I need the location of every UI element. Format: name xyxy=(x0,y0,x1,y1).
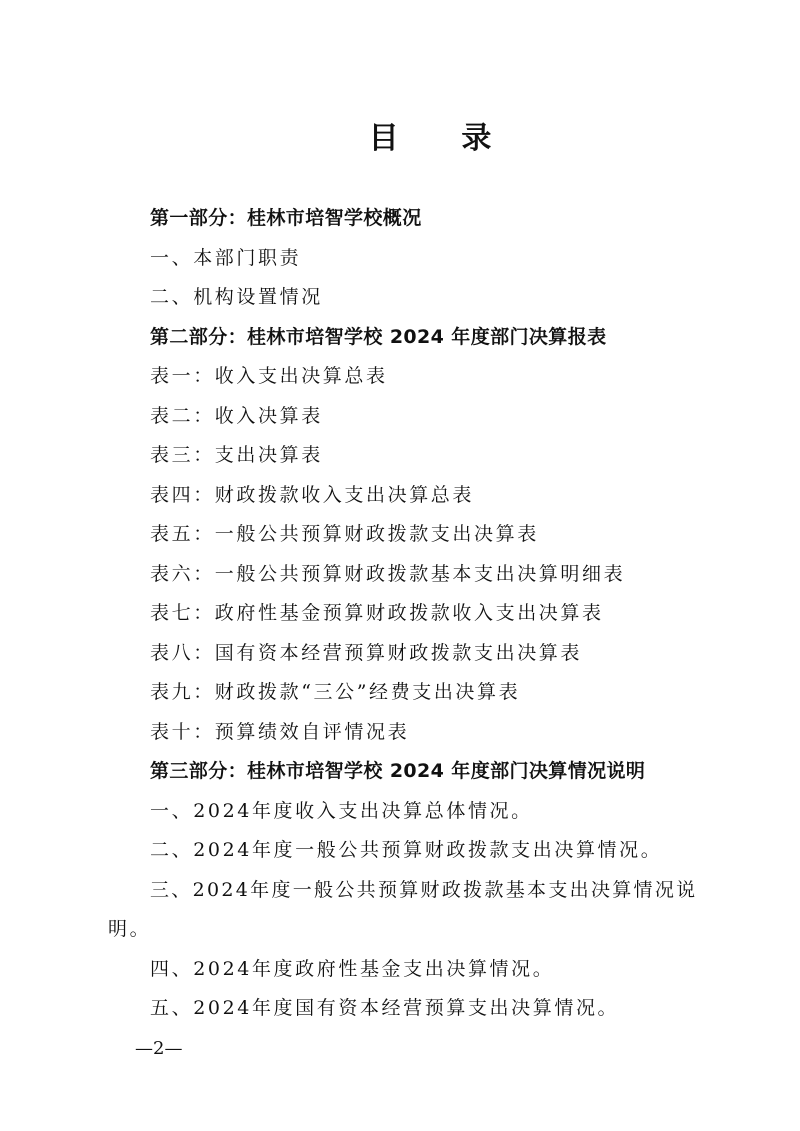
toc-item: 表三：支出决算表 xyxy=(150,444,323,466)
toc-part-2: 第二部分：桂林市培智学校 2024 年度部门决算报表 xyxy=(150,325,607,348)
table-of-contents xyxy=(108,199,710,1029)
toc-item: 表八：国有资本经营预算财政拨款支出决算表 xyxy=(150,641,583,664)
toc-item: 一、2024年度收入支出决算总体情况。 xyxy=(150,799,533,822)
toc-item: 表七：政府性基金预算财政拨款收入支出决算表 xyxy=(150,602,604,624)
toc-item: 一、本部门职责 xyxy=(150,246,302,269)
toc-item-continuation: 明。 xyxy=(108,918,152,940)
toc-item: 表十：预算绩效自评情况表 xyxy=(150,720,410,743)
toc-item: 三、2024年度一般公共预算财政拨款基本支出决算情况说 xyxy=(150,878,698,901)
toc-item: 四、2024年度政府性基金支出决算情况。 xyxy=(150,957,555,980)
toc-item: 二、2024年度一般公共预算财政拨款支出决算情况。 xyxy=(150,839,663,861)
toc-item: 表五：一般公共预算财政拨款支出决算表 xyxy=(150,523,539,545)
page-number: —2— xyxy=(135,1038,183,1059)
toc-item: 表四：财政拨款收入支出决算总表 xyxy=(150,483,475,506)
toc-item: 表九：财政拨款“三公”经费支出决算表 xyxy=(150,681,521,703)
page-title: 目 录 xyxy=(368,121,492,156)
toc-item: 表六：一般公共预算财政拨款基本支出决算明细表 xyxy=(150,562,626,585)
toc-part-1: 第一部分：桂林市培智学校概况 xyxy=(150,207,422,229)
toc-item: 五、2024年度国有资本经营预算支出决算情况。 xyxy=(150,997,620,1019)
toc-part-3: 第三部分：桂林市培智学校 2024 年度部门决算情况说明 xyxy=(150,760,646,782)
toc-item: 表一：收入支出决算总表 xyxy=(150,365,388,387)
toc-item: 二、机构设置情况 xyxy=(150,286,323,308)
toc-item: 表二：收入决算表 xyxy=(150,404,323,427)
